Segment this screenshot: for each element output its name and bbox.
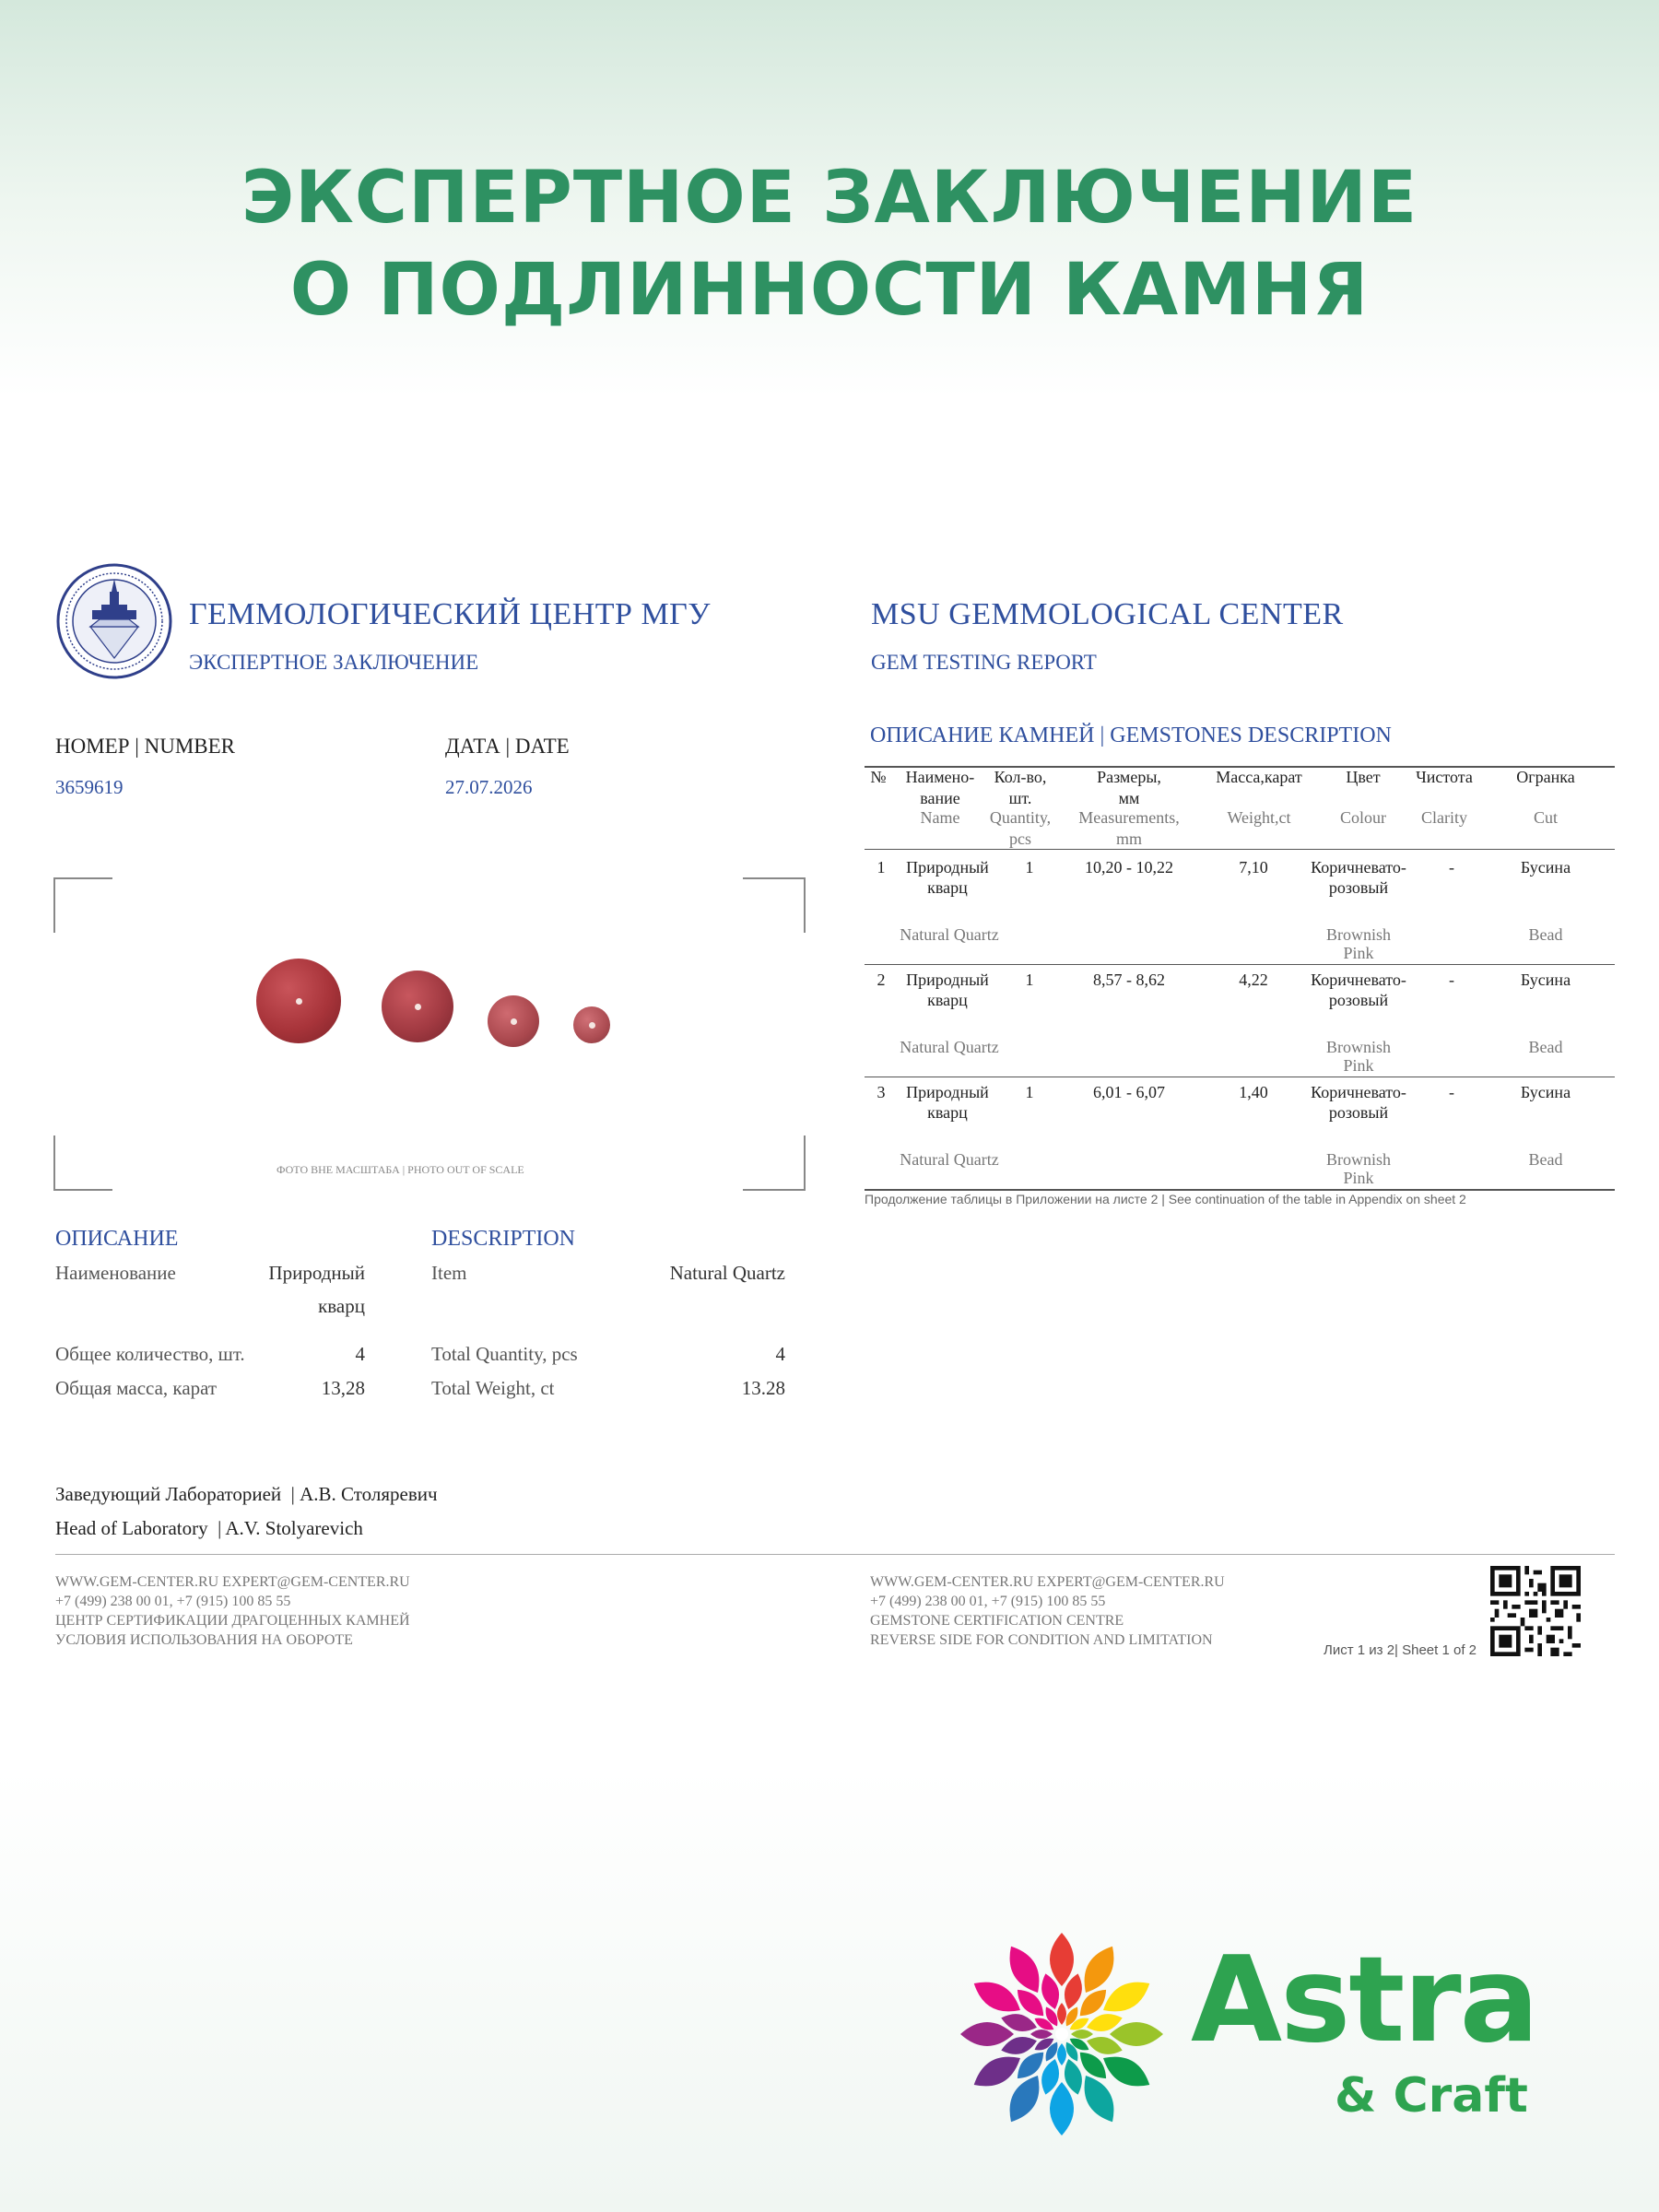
description-title-en: DESCRIPTION xyxy=(431,1227,576,1251)
row-no: 2 xyxy=(877,971,886,989)
row-name-ru-2: кварц xyxy=(927,878,968,897)
sheet-number: Лист 1 из 2| Sheet 1 of 2 xyxy=(1324,1642,1477,1658)
number-label: НОМЕР | NUMBER xyxy=(55,735,236,758)
table-continuation-note: Продолжение таблицы в Приложении на листе 2 | See continuation of the table in Appendix on sheet 2 xyxy=(865,1192,1466,1206)
footer-left-line: ЦЕНТР СЕРТИФИКАЦИИ ДРАГОЦЕННЫХ КАМНЕЙ xyxy=(55,1613,410,1629)
astra-flower-logo xyxy=(956,1928,1168,2140)
signature-ru: Заведующий Лабораторией | А.В. Столяревич xyxy=(55,1483,438,1505)
row-cut-en: Bead xyxy=(1528,1038,1563,1056)
th-name-en: Name xyxy=(920,808,960,827)
row-colour-ru-1: Коричневато- xyxy=(1311,971,1406,989)
item-value-ru-2: кварц xyxy=(318,1295,365,1317)
footer-left xyxy=(55,1572,410,1650)
logo-petal xyxy=(1057,2043,1066,2065)
org-name-ru: ГЕММОЛОГИЧЕСКИЙ ЦЕНТР МГУ xyxy=(189,597,711,631)
row-qty: 1 xyxy=(1025,971,1034,989)
footer-right-line: GEMSTONE CERTIFICATION CENTRE xyxy=(870,1613,1124,1629)
item-label-en: Item xyxy=(431,1262,467,1284)
description-title-ru: ОПИСАНИЕ xyxy=(55,1227,179,1251)
row-colour-en-2: Pink xyxy=(1343,944,1374,962)
headline-line-2: О ПОДЛИННОСТИ КАМНЯ xyxy=(289,249,1370,332)
msu-emblem-logo xyxy=(55,562,173,680)
row-size: 8,57 - 8,62 xyxy=(1093,971,1165,989)
th-cut-en: Cut xyxy=(1533,808,1558,827)
bead-photo-1 xyxy=(256,959,341,1043)
row-cut-ru: Бусина xyxy=(1520,1083,1571,1101)
row-name-ru-1: Природный xyxy=(906,1083,989,1101)
th-size-ru-1: Размеры, xyxy=(1097,768,1161,786)
th-qty-en-2: pcs xyxy=(1009,830,1031,848)
logo-petal xyxy=(1050,1933,1074,1986)
row-colour-en-1: Brownish xyxy=(1325,1150,1391,1169)
footer-right-line: REVERSE SIDE FOR CONDITION AND LIMITATION xyxy=(870,1632,1213,1648)
headline-line-1: ЭКСПЕРТНОЕ ЗАКЛЮЧЕНИЕ xyxy=(241,157,1418,240)
row-cut-en: Bead xyxy=(1528,1150,1563,1169)
logo-petal xyxy=(1057,2003,1066,2025)
bead-photo-3 xyxy=(488,995,539,1047)
bead-photo-4 xyxy=(573,1006,610,1043)
th-colour-en: Colour xyxy=(1339,808,1386,827)
row-name-en: Natural Quartz xyxy=(900,925,999,944)
org-subtitle-ru: ЭКСПЕРТНОЕ ЗАКЛЮЧЕНИЕ xyxy=(189,651,479,674)
th-cut-ru: Огранка xyxy=(1516,768,1575,786)
row-weight: 1,40 xyxy=(1239,1083,1268,1101)
row-no: 1 xyxy=(877,858,886,877)
date-label: ДАТА | DATE xyxy=(445,735,570,758)
row-name-en: Natural Quartz xyxy=(900,1150,999,1169)
row-colour-ru-2: розовый xyxy=(1328,1103,1389,1122)
row-cut-ru: Бусина xyxy=(1520,971,1571,989)
row-weight: 4,22 xyxy=(1239,971,1268,989)
bead-photo-2 xyxy=(382,971,453,1042)
th-qty-ru-2: шт. xyxy=(1008,789,1032,807)
row-cut-ru: Бусина xyxy=(1520,858,1571,877)
th-size-en-1: Measurements, xyxy=(1078,808,1180,827)
logo-petal xyxy=(1030,2030,1053,2039)
org-name-en: MSU GEMMOLOGICAL CENTER xyxy=(871,597,1344,631)
footer-right-line: +7 (499) 238 00 01, +7 (915) 100 85 55 xyxy=(870,1594,1106,1609)
footer-right-line: WWW.GEM-CENTER.RU EXPERT@GEM-CENTER.RU xyxy=(870,1574,1225,1590)
weight-value-ru: 13,28 xyxy=(321,1377,365,1399)
row-name-ru-2: кварц xyxy=(927,1103,968,1122)
row-name-en: Natural Quartz xyxy=(900,1038,999,1056)
logo-petal xyxy=(1071,2030,1093,2039)
report-date: 27.07.2026 xyxy=(445,776,533,798)
th-no: № xyxy=(870,768,887,786)
quantity-value-en: 4 xyxy=(775,1343,785,1365)
row-qty: 1 xyxy=(1025,858,1034,877)
item-value-ru-1: Природный xyxy=(268,1262,365,1284)
th-weight-en: Weight,ct xyxy=(1227,808,1291,827)
weight-label-ru: Общая масса, карат xyxy=(55,1377,218,1399)
brand-tagline: & Craft xyxy=(1335,2068,1528,2124)
row-cut-en: Bead xyxy=(1528,925,1563,944)
row-colour-en-2: Pink xyxy=(1343,1056,1374,1075)
logo-petal xyxy=(1110,2022,1163,2046)
footer-left-line: УСЛОВИЯ ИСПОЛЬЗОВАНИЯ НА ОБОРОТЕ xyxy=(55,1632,353,1648)
row-name-ru-1: Природный xyxy=(906,971,989,989)
th-name-ru-2: вание xyxy=(920,789,960,807)
row-colour-en-1: Brownish xyxy=(1325,1038,1391,1056)
weight-label-en: Total Weight, ct xyxy=(431,1377,555,1399)
row-size: 10,20 - 10,22 xyxy=(1085,858,1173,877)
th-clarity-en: Clarity xyxy=(1421,808,1467,827)
row-no: 3 xyxy=(877,1083,886,1101)
row-colour-ru-2: розовый xyxy=(1328,991,1389,1009)
qr-code-icon[interactable] xyxy=(1490,1566,1581,1656)
th-weight-ru: Масса,карат xyxy=(1216,768,1302,786)
th-colour-ru: Цвет xyxy=(1346,768,1381,786)
footer-left-line: +7 (499) 238 00 01, +7 (915) 100 85 55 xyxy=(55,1594,291,1609)
quantity-value-ru: 4 xyxy=(355,1343,365,1365)
row-clarity: - xyxy=(1449,858,1454,877)
footer-right xyxy=(870,1572,1225,1650)
th-qty-ru-1: Кол-во, xyxy=(994,768,1047,786)
th-size-en-2: mm xyxy=(1115,830,1142,848)
gemstones-table-title: ОПИСАНИЕ КАМНЕЙ | GEMSTONES DESCRIPTION xyxy=(870,724,1392,747)
photo-caption: ФОТО ВНЕ МАСШТАБА | PHOTO OUT OF SCALE xyxy=(276,1163,524,1176)
th-size-ru-2: мм xyxy=(1118,789,1140,807)
row-colour-ru-2: розовый xyxy=(1328,878,1389,897)
item-value-en: Natural Quartz xyxy=(669,1262,785,1284)
row-qty: 1 xyxy=(1025,1083,1034,1101)
row-colour-en-2: Pink xyxy=(1343,1169,1374,1187)
row-colour-ru-1: Коричневато- xyxy=(1311,858,1406,877)
signature-en: Head of Laboratory | A.V. Stolyarevich xyxy=(55,1517,363,1539)
org-subtitle-en: GEM TESTING REPORT xyxy=(871,651,1097,674)
row-size: 6,01 - 6,07 xyxy=(1093,1083,1165,1101)
item-label-ru: Наименование xyxy=(55,1262,176,1284)
row-colour-ru-1: Коричневато- xyxy=(1311,1083,1406,1101)
th-qty-en-1: Quantity, xyxy=(989,808,1052,827)
row-weight: 7,10 xyxy=(1239,858,1268,877)
row-colour-en-1: Brownish xyxy=(1325,925,1391,944)
footer-divider xyxy=(55,1554,1615,1555)
row-clarity: - xyxy=(1449,971,1454,989)
th-name-ru-1: Наимено- xyxy=(905,768,975,786)
brand-name: Astra xyxy=(1191,1932,1537,2069)
row-name-ru-1: Природный xyxy=(906,858,989,877)
quantity-label-ru: Общее количество, шт. xyxy=(55,1343,245,1365)
row-clarity: - xyxy=(1449,1083,1454,1101)
report-number: 3659619 xyxy=(55,776,124,798)
row-name-ru-2: кварц xyxy=(927,991,968,1009)
footer-left-line: WWW.GEM-CENTER.RU EXPERT@GEM-CENTER.RU xyxy=(55,1574,410,1590)
th-clarity-ru: Чистота xyxy=(1416,768,1473,786)
logo-petal xyxy=(960,2022,1014,2046)
quantity-label-en: Total Quantity, pcs xyxy=(431,1343,578,1365)
weight-value-en: 13.28 xyxy=(741,1377,785,1399)
logo-petal xyxy=(1050,2082,1074,2136)
